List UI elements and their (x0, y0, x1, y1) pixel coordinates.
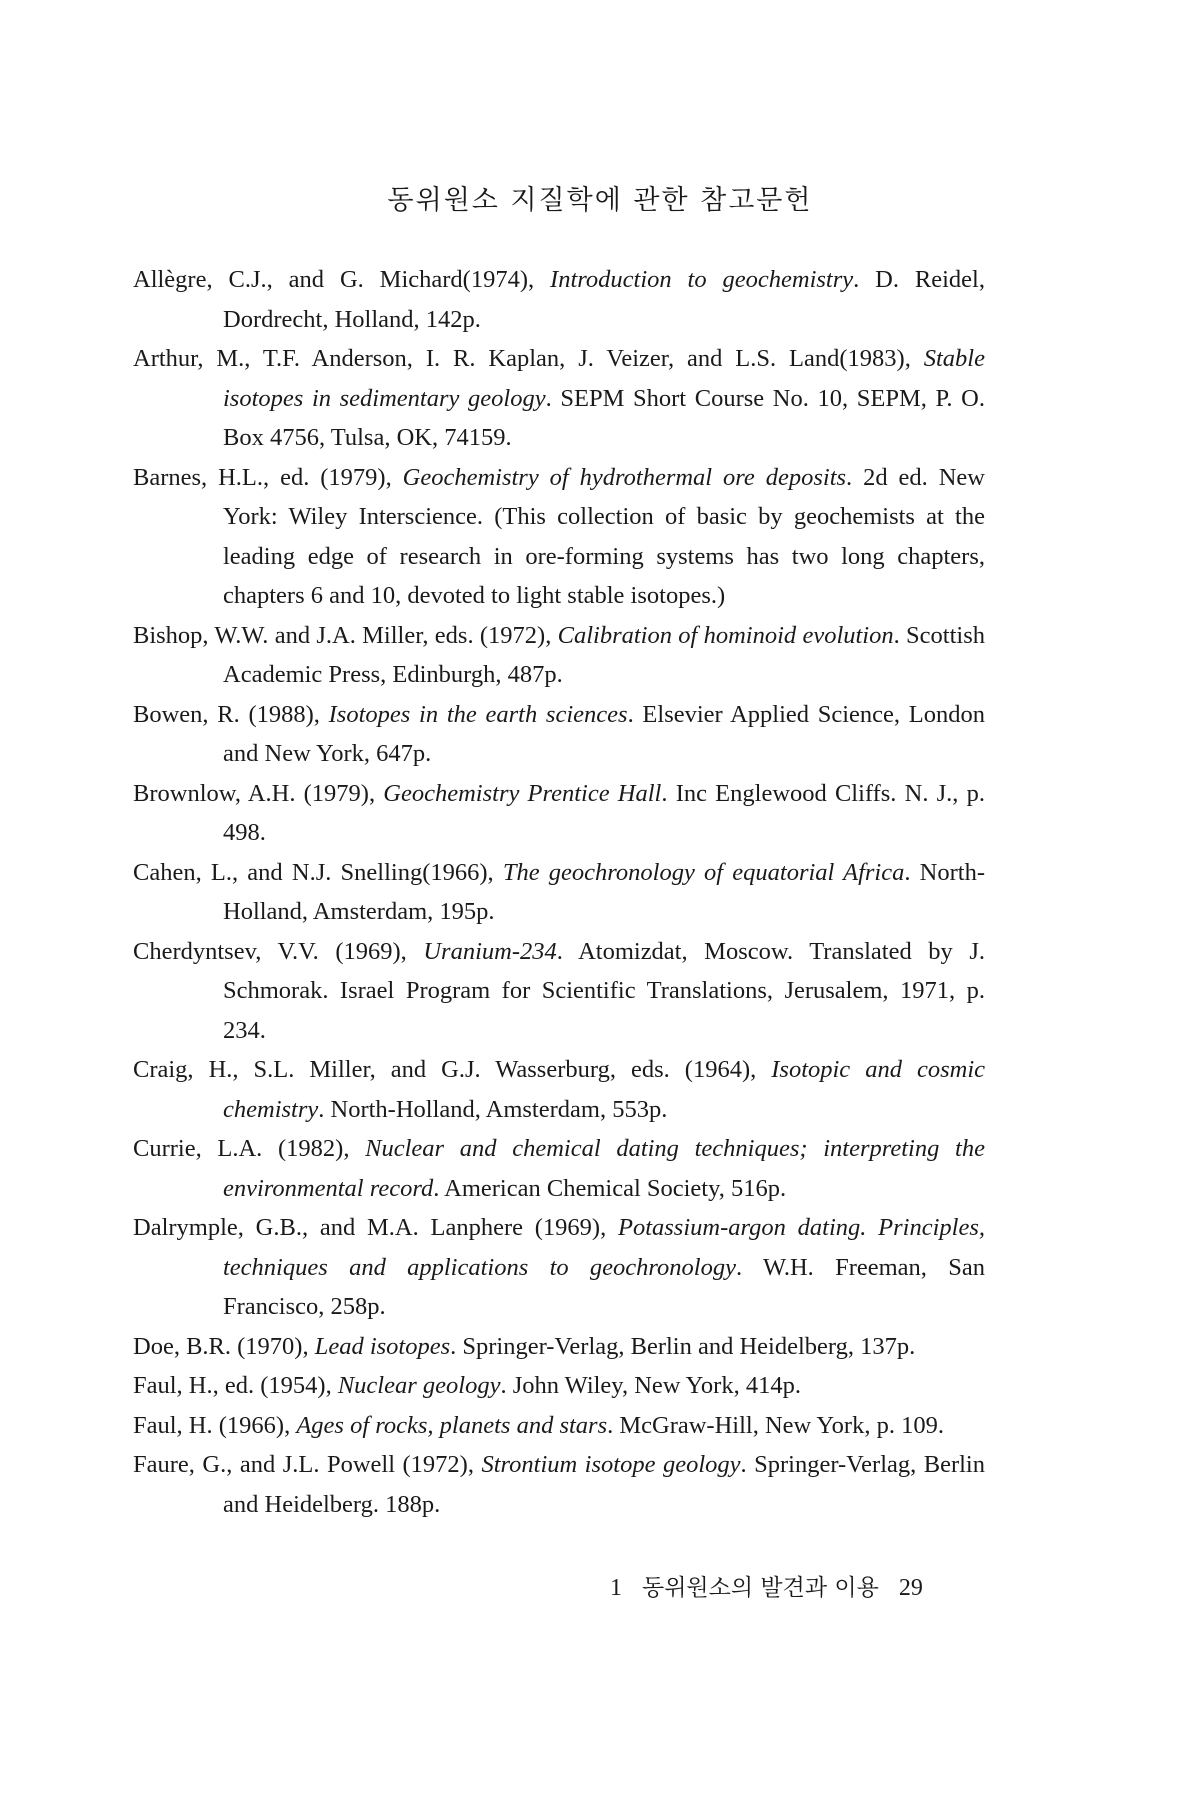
reference-authors: Dalrymple, G.B., and M.A. Lanphere (1969), (133, 1214, 618, 1241)
reference-title: Stable isotopes in sedimentary geology (223, 345, 985, 412)
reference-title: Introduction to geochemistry (550, 266, 854, 293)
reference-authors: Allègre, C.J., and G. Michard(1974), (133, 266, 551, 293)
reference-entry (133, 339, 985, 458)
reference-entry (133, 1129, 985, 1208)
reference-title: Isotopic and cosmic chemistry (223, 1056, 985, 1123)
reference-entry (133, 932, 985, 1051)
reference-details: . John Wiley, New York, 414p. (500, 1372, 801, 1399)
reference-details: . D. Reidel, Dordrecht, Holland, 142p. (223, 266, 985, 333)
reference-entry (133, 1366, 985, 1406)
page-number: 29 (898, 1575, 923, 1601)
reference-authors: Barnes, H.L., ed. (1979), (133, 463, 403, 491)
reference-entry (133, 1406, 985, 1446)
reference-entry (133, 774, 985, 853)
reference-title: The geochronology of equatorial Africa (502, 858, 905, 886)
reference-entry (133, 695, 985, 774)
reference-details: . Elsevier Applied Science, London and New York, 647p. (223, 700, 985, 767)
reference-details: . Springer-Verlag, Berlin and Heidelberg. 188p. (223, 1451, 985, 1518)
reference-authors: Craig, H., S.L. Miller, and G.J. Wasserburg, eds. (1964), (133, 1056, 772, 1083)
reference-authors: Brownlow, A.H. (1979), (133, 779, 384, 807)
reference-title: Lead isotopes (314, 1332, 451, 1360)
reference-entry (133, 1327, 985, 1367)
reference-authors: Faul, H., ed. (1954), (133, 1372, 338, 1399)
reference-list (133, 260, 985, 1524)
chapter-title: 동위원소의 발견과 이용 (642, 1575, 879, 1601)
reference-entry (133, 616, 985, 695)
reference-details: . North-Holland, Amsterdam, 553p. (318, 1095, 668, 1123)
reference-title: Geochemistry of hydrothermal ore deposits (402, 463, 847, 491)
reference-title: Strontium isotope geology (481, 1451, 741, 1478)
reference-details: . McGraw-Hill, New York, p. 109. (607, 1411, 944, 1439)
reference-entry (133, 260, 985, 339)
reference-authors: Faure, G., and J.L. Powell (1972), (133, 1451, 482, 1478)
reference-authors: Bishop, W.W. and J.A. Miller, eds. (1972), (133, 621, 558, 649)
reference-authors: Currie, L.A. (1982), (133, 1135, 366, 1162)
reference-title: Calibration of hominoid evolution (557, 621, 894, 649)
reference-details: . W.H. Freeman, San Francisco, 258p. (223, 1253, 985, 1320)
reference-entry (133, 458, 985, 616)
reference-details: . Springer-Verlag, Berlin and Heidelberg, 137p. (450, 1332, 916, 1360)
reference-authors: Cherdyntsev, V.V. (1969), (133, 937, 424, 965)
reference-entry (133, 1445, 985, 1524)
reference-title: Uranium-234 (423, 937, 557, 965)
reference-details: . North-Holland, Amsterdam, 195p. (223, 858, 985, 925)
reference-entry (133, 1208, 985, 1327)
reference-entry (133, 853, 985, 932)
page-title: 동위원소 지질학에 관한 참고문헌 (387, 185, 813, 216)
reference-title: Nuclear and chemical dating techniques; interpreting the environmental record (223, 1135, 985, 1202)
reference-authors: Bowen, R. (1988), (133, 700, 329, 728)
reference-authors: Cahen, L., and N.J. Snelling(1966), (133, 858, 503, 886)
reference-authors: Faul, H. (1966), (133, 1411, 297, 1439)
reference-title: Potassium-argon dating. Principles, techniques and applications to geochronology (223, 1214, 985, 1281)
reference-title: Geochemistry Prentice Hall (383, 779, 662, 807)
reference-details: . SEPM Short Course No. 10, SEPM, P. O. Box 4756, Tulsa, OK, 74159. (223, 384, 985, 451)
reference-title: Isotopes in the earth sciences (328, 700, 628, 728)
reference-authors: Doe, B.R. (1970), (133, 1332, 315, 1360)
reference-authors: Arthur, M., T.F. Anderson, I. R. Kaplan, J. Veizer, and L.S. Land(1983), (133, 345, 924, 372)
reference-details: . American Chemical Society, 516p. (433, 1174, 787, 1202)
chapter-number: 1 (610, 1575, 622, 1601)
reference-title: Ages of rocks, planets and stars (296, 1411, 608, 1439)
reference-details: . Inc Englewood Cliffs. N. J., p. 498. (223, 779, 985, 846)
reference-details: . 2d ed. New York: Wiley Interscience. (This collection of basic by geochemists at the leading edge of research in ore-forming systems has two long chapters, chapters 6 and 10, devoted to light stable isotopes.) (223, 463, 985, 609)
reference-entry (133, 1050, 985, 1129)
reference-title: Nuclear geology (337, 1372, 501, 1399)
page-footer (610, 1569, 937, 1602)
reference-details: . Atomizdat, Moscow. Translated by J. Schmorak. Israel Program for Scientific Translations, Jerusalem, 1971, p. 234. (223, 937, 985, 1044)
reference-details: . Scottish Academic Press, Edinburgh, 487p. (223, 621, 985, 688)
